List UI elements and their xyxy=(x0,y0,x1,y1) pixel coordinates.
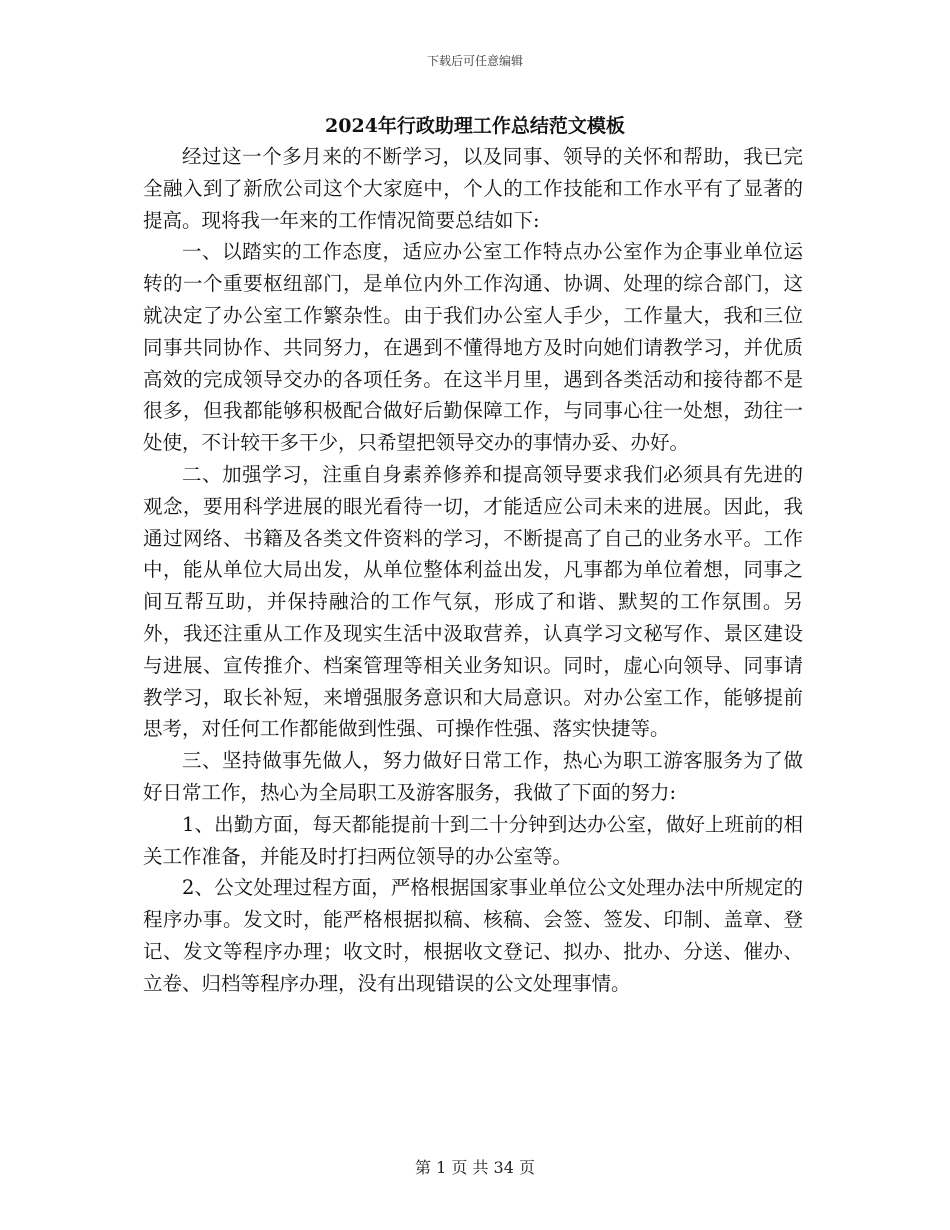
header-note: 下载后可任意编辑 xyxy=(426,54,523,68)
paragraph-section-1: 一、以踏实的工作态度，适应办公室工作特点办公室作为企事业单位运转的一个重要枢纽部门，是单位内外工作沟通、协调、处理的综合部门，这就决定了办公室工作繁杂性。由于我们办公室人手少，工作量大，我和三位同事共同协作、共同努力，在遇到不懂得地方及时向她们请教学习，并优质高效的完成领导交办的各项任务。在这半月里，遇到各类活动和接待都不是很多，但我都能够积极配合做好后勤保障工作，与同事心往一处想，劲往一处使，不计较干多干少，只希望把领导交办的事情办妥、办好。 xyxy=(143,240,803,455)
page-number: 第 1 页 共 34 页 xyxy=(415,1158,535,1177)
paragraph-section-3: 三、坚持做事先做人，努力做好日常工作，热心为职工游客服务为了做好日常工作，热心为全局职工及游客服务，我做了下面的努力: xyxy=(143,749,803,804)
document-body xyxy=(143,141,803,1000)
document-title: 2024年行政助理工作总结范文模板 xyxy=(325,115,625,137)
paragraph-section-2: 二、加强学习，注重自身素养修养和提高领导要求我们必须具有先进的观念，要用科学进展的眼光看待一切，才能适应公司未来的进展。因此，我通过网络、书籍及各类文件资料的学习，不断提高了自己的业务水平。工作中，能从单位大局出发，从单位整体利益出发，凡事都为单位着想，同事之间互帮互助，并保持融洽的工作气氛，形成了和谐、默契的工作氛围。另外，我还注重从工作及现实生活中汲取营养，认真学习文秘写作、景区建设与进展、宣传推介、档案管理等相关业务知识。同时，虚心向领导、同事请教学习，取长补短，来增强服务意识和大局意识。对办公室工作，能够提前思考，对任何工作都能做到性强、可操作性强、落实快捷等。 xyxy=(143,462,803,741)
paragraph-item-attendance: 1、出勤方面，每天都能提前十到二十分钟到达办公室，做好上班前的相关工作准备，并能及时打扫两位领导的办公室等。 xyxy=(143,812,803,868)
paragraph-intro: 经过这一个多月来的不断学习，以及同事、领导的关怀和帮助，我已完全融入到了新欣公司这个大家庭中，个人的工作技能和工作水平有了显著的提高。现将我一年来的工作情况简要总结如下: xyxy=(143,145,803,232)
paragraph-item-document-processing: 2、公文处理过程方面，严格根据国家事业单位公文处理办法中所规定的程序办事。发文时，能严格根据拟稿、核稿、会签、签发、印制、盖章、登记、发文等程序办理；收文时，根据收文登记、拟办、批办、分送、催办、立卷、归档等程序办理，没有出现错误的公文处理事情。 xyxy=(143,876,803,995)
